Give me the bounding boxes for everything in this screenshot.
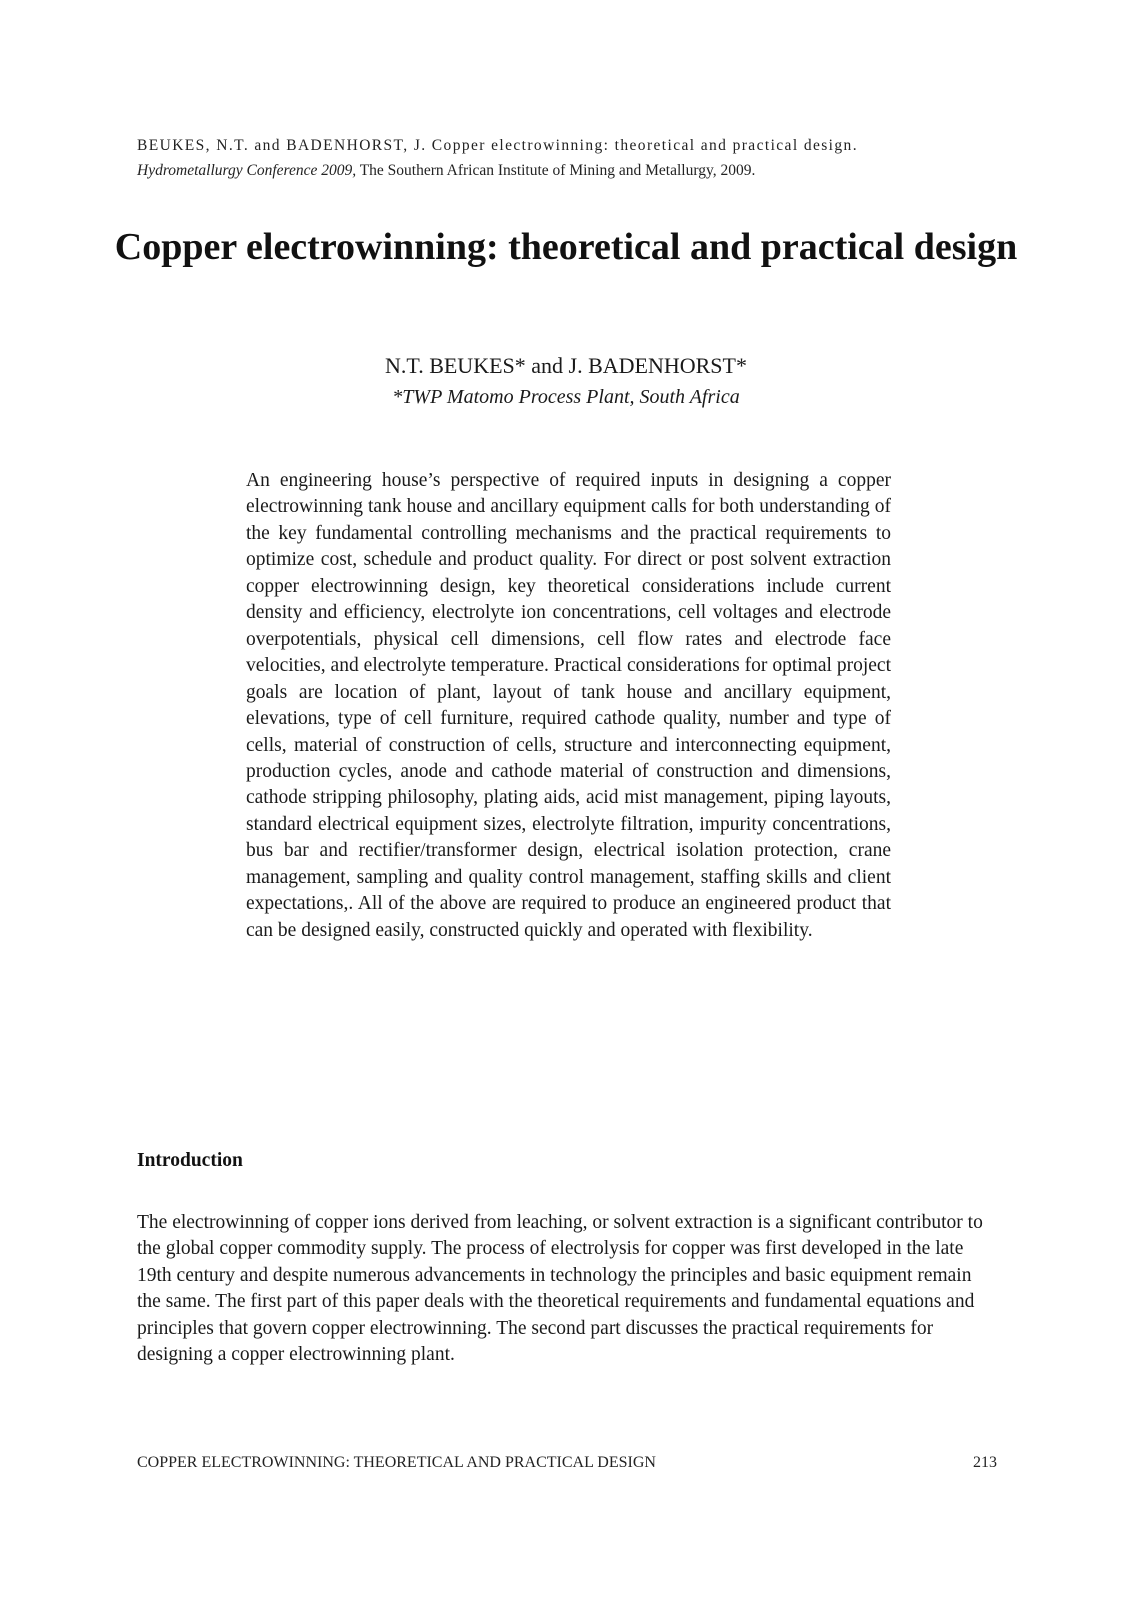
- citation-header: [137, 133, 997, 183]
- citation-publisher: The Southern African Institute of Mining and Metallurgy, 2009.: [356, 162, 756, 179]
- introduction-paragraph: The electrowinning of copper ions derived from leaching, or solvent extraction is a significant contributor to the global copper commodity supply. The process of electrolysis for copper was first developed in the late 19th century and despite numerous advancements in technology the principles and basic equipment remain the same. The first part of this paper deals with the theoretical requirements and fundamental equations and principles that govern copper electrowinning. The second part discusses the practical requirements for designing a copper electrowinning plant.: [137, 1212, 983, 1366]
- citation-venue: Hydrometallurgy Conference 2009,: [137, 162, 357, 179]
- citation-authors-title: BEUKES, N.T. and BADENHORST, J. Copper electrowinning: theoretical and practical design.: [137, 137, 858, 154]
- page-number: 213: [973, 1454, 997, 1471]
- running-title: COPPER ELECTROWINNING: THEORETICAL AND PRACTICAL DESIGN: [137, 1454, 656, 1471]
- author-list: N.T. BEUKES* and J. BADENHORST*: [385, 353, 747, 378]
- section-heading-introduction: Introduction: [137, 1150, 243, 1171]
- abstract: An engineering house’s perspective of required inputs in designing a copper electrowinning tank house and ancillary equipment calls for both understanding of the key fundamental controlling mechanisms and the practical requirements to optimize cost, schedule and product quality. For direct or post solvent extraction copper electrowinning design, key theoretical considerations include current density and efficiency, electrolyte ion concentrations, cell voltages and electrode overpotentials, physical cell dimensions, cell flow rates and electrode face velocities, and electrolyte temperature. Practical considerations for optimal project goals are location of plant, layout of tank house and ancillary equipment, elevations, type of cell furniture, required cathode quality, number and type of cells, material of construction of cells, structure and interconnecting equipment, production cycles, anode and cathode material of construction and dimensions, cathode stripping philosophy, plating aids, acid mist management, piping layouts, standard electrical equipment sizes, electrolyte filtration, impurity concentrations, bus bar and rectifier/transformer design, electrical isolation protection, crane management, sampling and quality control management, staffing skills and client expectations,. All of the above are required to produce an engineered product that can be designed easily, constructed quickly and operated with flexibility.: [246, 470, 891, 941]
- author-affiliation: *TWP Matomo Process Plant, South Africa: [392, 386, 740, 408]
- citation-venue-line: [137, 158, 997, 183]
- paper-title: Copper electrowinning: theoretical and practical design: [114, 226, 1018, 268]
